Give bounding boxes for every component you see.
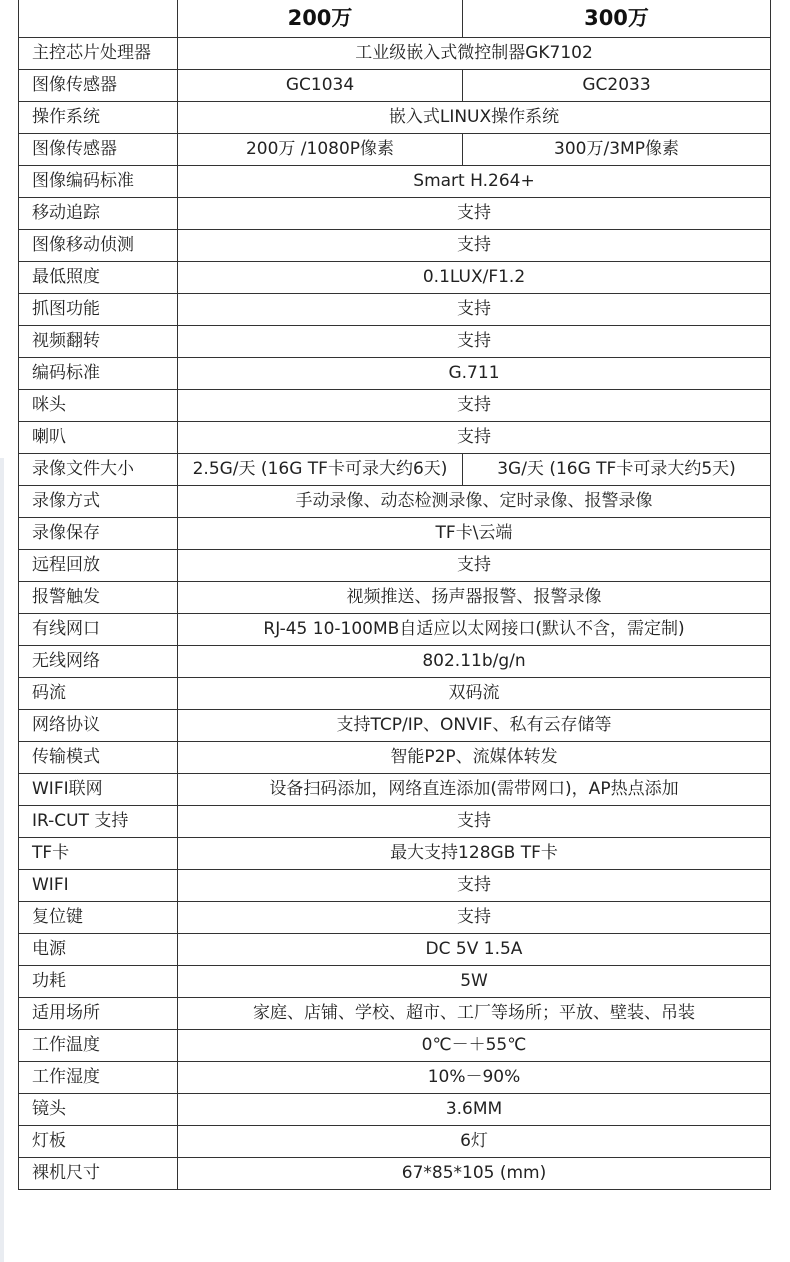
- spec-label: 喇叭: [19, 422, 178, 454]
- spec-label: 传输模式: [19, 742, 178, 774]
- spec-row: [19, 1030, 771, 1062]
- spec-row: [19, 198, 771, 230]
- spec-value: 802.11b/g/n: [178, 646, 771, 678]
- spec-row: [19, 966, 771, 998]
- spec-label: 工作湿度: [19, 1062, 178, 1094]
- spec-row: [19, 294, 771, 326]
- spec-row: [19, 1094, 771, 1126]
- spec-label: 视频翻转: [19, 326, 178, 358]
- spec-row: [19, 550, 771, 582]
- spec-row: [19, 934, 771, 966]
- spec-label: 图像移动侦测: [19, 230, 178, 262]
- spec-label: WIFI联网: [19, 774, 178, 806]
- spec-row: [19, 678, 771, 710]
- spec-label: 复位键: [19, 902, 178, 934]
- spec-label: 报警触发: [19, 582, 178, 614]
- spec-value-model-b: GC2033: [463, 70, 771, 102]
- spec-value: 最大支持128GB TF卡: [178, 838, 771, 870]
- spec-value: 智能P2P、流媒体转发: [178, 742, 771, 774]
- spec-value: 工业级嵌入式微控制器GK7102: [178, 38, 771, 70]
- spec-value-model-a: 200万 /1080P像素: [178, 134, 463, 166]
- spec-row: [19, 134, 771, 166]
- spec-label: 灯板: [19, 1126, 178, 1158]
- spec-row: [19, 806, 771, 838]
- spec-value: 支持: [178, 806, 771, 838]
- spec-value: 视频推送、扬声器报警、报警录像: [178, 582, 771, 614]
- spec-label: 咪头: [19, 390, 178, 422]
- spec-label: 无线网络: [19, 646, 178, 678]
- spec-row: [19, 454, 771, 486]
- spec-row: [19, 1158, 771, 1190]
- spec-value: 设备扫码添加，网络直连添加(需带网口)，AP热点添加: [178, 774, 771, 806]
- spec-row: [19, 646, 771, 678]
- spec-value-model-b: 300万/3MP像素: [463, 134, 771, 166]
- header-model-a: 200万: [178, 0, 463, 38]
- spec-row: [19, 38, 771, 70]
- header-model-b: 300万: [463, 0, 771, 38]
- spec-value: G.711: [178, 358, 771, 390]
- spec-value: 支持: [178, 390, 771, 422]
- spec-row: [19, 742, 771, 774]
- spec-label: 电源: [19, 934, 178, 966]
- spec-value: 支持: [178, 294, 771, 326]
- spec-row: [19, 390, 771, 422]
- spec-value: Smart H.264+: [178, 166, 771, 198]
- spec-label: IR-CUT 支持: [19, 806, 178, 838]
- spec-value: 双码流: [178, 678, 771, 710]
- spec-value: 支持: [178, 230, 771, 262]
- spec-row: [19, 422, 771, 454]
- spec-row: [19, 870, 771, 902]
- spec-row: [19, 1062, 771, 1094]
- spec-value: 手动录像、动态检测录像、定时录像、报警录像: [178, 486, 771, 518]
- spec-value-model-b: 3G/天 (16G TF卡可录大约5天): [463, 454, 771, 486]
- spec-row: [19, 70, 771, 102]
- spec-row: [19, 358, 771, 390]
- spec-label: 录像保存: [19, 518, 178, 550]
- spec-row: [19, 326, 771, 358]
- spec-label: 有线网口: [19, 614, 178, 646]
- page-edge-strip: [0, 458, 4, 1262]
- spec-label: 图像编码标准: [19, 166, 178, 198]
- spec-value: 0.1LUX/F1.2: [178, 262, 771, 294]
- spec-value: 支持: [178, 870, 771, 902]
- spec-label: 移动追踪: [19, 198, 178, 230]
- spec-row: [19, 166, 771, 198]
- spec-value: 支持TCP/IP、ONVIF、私有云存储等: [178, 710, 771, 742]
- spec-row: [19, 1126, 771, 1158]
- spec-label: 录像文件大小: [19, 454, 178, 486]
- spec-row: [19, 582, 771, 614]
- spec-label: 功耗: [19, 966, 178, 998]
- spec-value: DC 5V 1.5A: [178, 934, 771, 966]
- spec-label: 图像传感器: [19, 70, 178, 102]
- spec-label: 镜头: [19, 1094, 178, 1126]
- spec-label: 主控芯片处理器: [19, 38, 178, 70]
- spec-row: [19, 230, 771, 262]
- header-blank-cell: [19, 0, 178, 38]
- spec-label: TF卡: [19, 838, 178, 870]
- header-row: [19, 0, 771, 38]
- spec-value: 67*85*105 (mm): [178, 1158, 771, 1190]
- spec-label: 裸机尺寸: [19, 1158, 178, 1190]
- spec-label: 适用场所: [19, 998, 178, 1030]
- spec-label: 录像方式: [19, 486, 178, 518]
- spec-label: 码流: [19, 678, 178, 710]
- spec-value: 6灯: [178, 1126, 771, 1158]
- spec-label: WIFI: [19, 870, 178, 902]
- spec-value: 5W: [178, 966, 771, 998]
- spec-value: 支持: [178, 198, 771, 230]
- spec-value: 0℃－＋55℃: [178, 1030, 771, 1062]
- spec-row: [19, 902, 771, 934]
- spec-label: 操作系统: [19, 102, 178, 134]
- spec-value: 嵌入式LINUX操作系统: [178, 102, 771, 134]
- spec-row: [19, 998, 771, 1030]
- spec-value: 支持: [178, 550, 771, 582]
- spec-label: 网络协议: [19, 710, 178, 742]
- spec-value: RJ-45 10-100MB自适应以太网接口(默认不含，需定制): [178, 614, 771, 646]
- spec-row: [19, 614, 771, 646]
- spec-value: 支持: [178, 902, 771, 934]
- spec-label: 抓图功能: [19, 294, 178, 326]
- spec-row: [19, 102, 771, 134]
- spec-table-body: [19, 0, 771, 1190]
- spec-row: [19, 710, 771, 742]
- spec-label: 图像传感器: [19, 134, 178, 166]
- spec-value-model-a: GC1034: [178, 70, 463, 102]
- spec-value: 家庭、店铺、学校、超市、工厂等场所；平放、壁装、吊装: [178, 998, 771, 1030]
- spec-row: [19, 262, 771, 294]
- spec-value: TF卡\云端: [178, 518, 771, 550]
- spec-row: [19, 774, 771, 806]
- spec-value: 支持: [178, 422, 771, 454]
- spec-label: 远程回放: [19, 550, 178, 582]
- spec-table: [18, 0, 771, 1190]
- spec-value: 支持: [178, 326, 771, 358]
- spec-row: [19, 486, 771, 518]
- spec-label: 最低照度: [19, 262, 178, 294]
- spec-value: 10%－90%: [178, 1062, 771, 1094]
- spec-row: [19, 838, 771, 870]
- spec-label: 工作温度: [19, 1030, 178, 1062]
- spec-value-model-a: 2.5G/天 (16G TF卡可录大约6天): [178, 454, 463, 486]
- spec-value: 3.6MM: [178, 1094, 771, 1126]
- spec-row: [19, 518, 771, 550]
- spec-label: 编码标准: [19, 358, 178, 390]
